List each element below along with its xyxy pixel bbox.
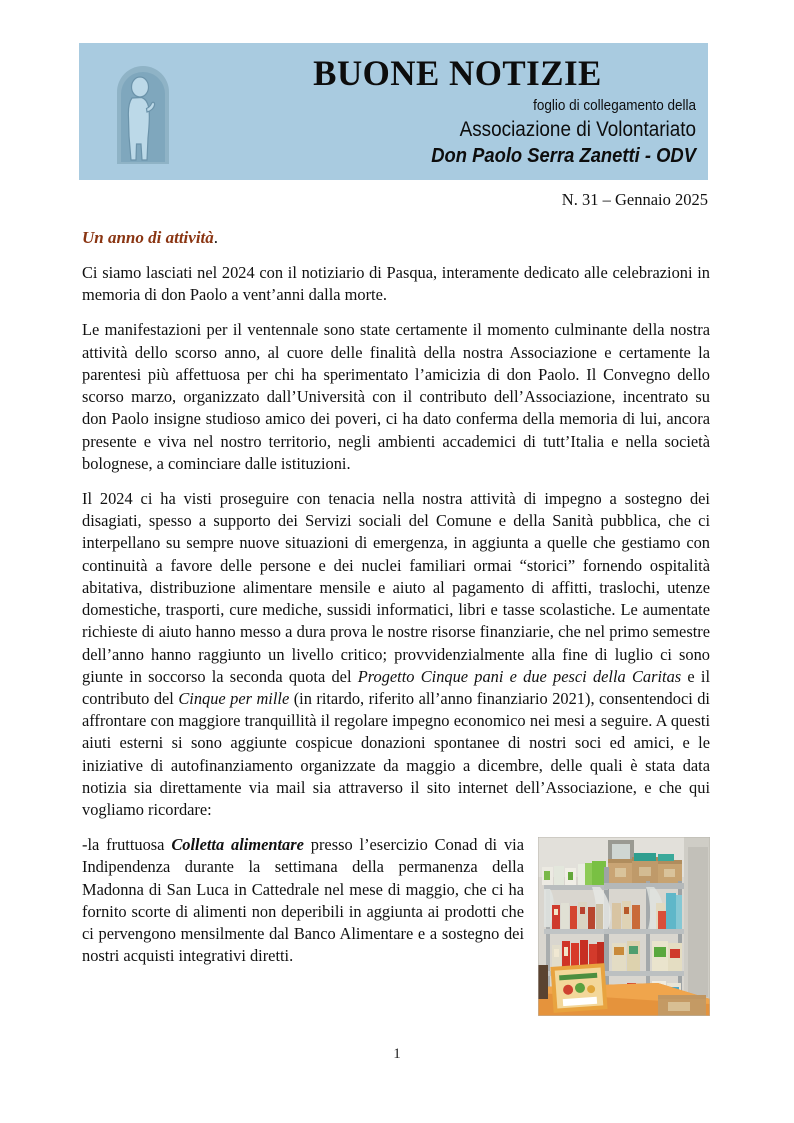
paragraph-1 [82,262,710,306]
paragraph-3-text-a: Il 2024 ci ha visti proseguire con tenacia nella nostra attività di impegno a sostegno dei disagiati, spesso a supporto dei Servizi sociali del Comune e della Sanità pubblica, che ci interpellano su sempre nuove situazioni di emergenza, in aggiunta a quelle che gestiamo con continuità a favore delle persone e dei nuclei familiari ormai “storici” fornendo ospitalità abitativa, distribuzione alimentare mensile e aiuto al pagamento di affitti, traslochi, utenze domestiche, trasporti, cure mediche, sussidi informatici, libri e tasse scolastiche. Le aumentate richieste di aiuto hanno messo a dura prova le nostre risorse finanziarie, che nel primo semestre dell’anno hanno raggiunto un livello critico; provvidenzialmente alla fine di luglio ci sono giunte in soccorso la seconda quota del [82,488,710,686]
colletta-alimentare-bold-italic: Colletta alimentare [171,835,304,855]
project-name-italic-1: Progetto Cinque pani e due pesci della Caritas [357,666,682,686]
paragraph-2-text: Le manifestazioni per il ventennale sono state certamente il momento culminante della nostra attività dello scorso anno, al cuore delle finalità della nostra Associazione e certamente la parentesi più affettuosa per chi ha sperimentato l’amicizia di don Paolo. Il Convegno dello scorso marzo, organizzato dall’Università con il contributo dell’Associazione, incentrato su don Paolo insigne studioso amico dei poveri, ci ha dato conferma della memoria di lui, ancora presente e viva nel nostro territorio, negli ambienti accademici di tutt’Italia e nella società bolognese, a cominciare dalle istituzioni. [82,320,710,473]
masthead-subtitle-3: Don Paolo Serra Zanetti - ODV [431,144,696,167]
project-name-italic-2: Cinque per mille [178,688,290,708]
paragraph-4-text-b: presso l’esercizio Conad di via Indipendenza durante la settimana della permanenza della Madonna di San Luca in Cattedrale nel mese di maggio, che ci ha fornito scorte di alimenti non deperibili in aggiunta ai prodotti che ci pervengono mensilmente dal Banco Alimentare e a sostegno dei nostri acquisti integrativi diretti. [82,835,524,966]
paragraph-3 [82,488,710,821]
figure-in-arched-niche-icon [95,52,199,172]
article-heading-punctuation: . [213,228,219,247]
food-pantry-shelves-photo [538,837,710,1016]
paragraph-2 [82,319,710,475]
issue-number-line: N. 31 – Gennaio 2025 [561,190,708,209]
masthead-text-block [219,49,696,169]
masthead-banner [79,43,708,180]
page-number: 1 [393,1046,401,1062]
paragraph-4-text-a: -la fruttuosa [82,835,172,855]
masthead-subtitle-1: foglio di collegamento della [533,96,696,114]
paragraph-1-text: Ci siamo lasciati nel 2024 con il notiziario di Pasqua, interamente dedicato alle celebrazioni in memoria di don Paolo a vent’anni dalla morte. [82,263,710,305]
paragraph-3-text-b: e il contributo del [82,666,710,708]
article-body [82,228,710,1022]
paragraph-3-text-c: (in ritardo, riferito all’anno finanziario 2021), consentendoci di affrontare con maggiore tranquillità il regolare impegno economico nei mesi a seguire. A questi aiuti esterni si sono aggiunte cospicue donazioni spontanee di nostri soci ed amici, e le iniziative di autofinanziamento organizzate da maggio a dicembre, delle quali è stata data notizia sia direttamente via mail sia attraverso il sito internet dell’Associazione, e che qui vogliamo ricordare: [82,688,710,820]
masthead-subtitle-2: Associazione di Volontariato [459,117,696,141]
photo-figure [538,837,710,1016]
article-heading [82,228,710,248]
page-title: BUONE NOTIZIE [313,53,602,93]
article-heading-text: Un anno di attività [82,228,214,247]
